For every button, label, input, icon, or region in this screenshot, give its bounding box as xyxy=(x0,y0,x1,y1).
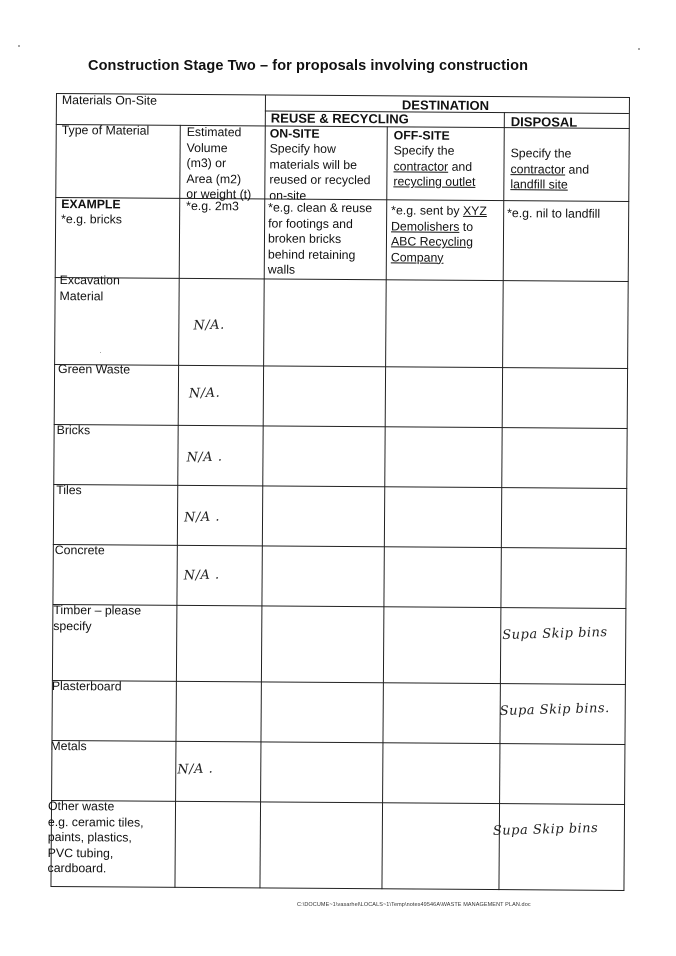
material-other-waste: Other waste e.g. ceramic tiles, paints, plastics, PVC tubing, cardboard. xyxy=(47,798,144,876)
destination-header: DESTINATION xyxy=(401,97,490,114)
disposal-plasterboard-handwritten: Supa Skip bins. xyxy=(499,700,610,720)
material-metals: Metals xyxy=(50,738,87,754)
example-offsite-to: to xyxy=(459,219,474,234)
volume-metals-handwritten: N/A . xyxy=(177,761,214,778)
volume-excavation-handwritten: N/A. xyxy=(193,317,225,334)
offsite-recycling-outlet-text: recycling outlet xyxy=(393,174,476,189)
reuse-recycling-header: REUSE & RECYCLING xyxy=(270,110,409,127)
row-rule xyxy=(54,424,628,429)
disposal-timber-handwritten: Supa Skip bins xyxy=(502,625,608,643)
table-border-right xyxy=(623,97,630,891)
material-plasterboard: Plasterboard xyxy=(51,678,122,694)
volume-concrete-handwritten: N/A . xyxy=(183,567,220,584)
volume-bricks-handwritten: N/A . xyxy=(186,449,223,466)
scan-speck xyxy=(638,48,640,50)
material-timber: Timber – please specify xyxy=(53,602,142,633)
offsite-and-text: and xyxy=(448,159,473,174)
onsite-description: Specify how materials will be reused or recycled on-site xyxy=(269,141,371,203)
offsite-description xyxy=(393,143,475,190)
table-border-bottom xyxy=(50,886,624,891)
scan-speck xyxy=(100,352,101,353)
example-offsite-company: Company xyxy=(390,249,444,265)
disposal-landfill-site-text: landfill site xyxy=(510,177,568,192)
type-of-material-header: Type of Material xyxy=(61,123,150,138)
example-offsite-xyz: XYZ xyxy=(462,203,487,219)
document-file-path: C:\DOCUME~1\vasarhel\LOCALS~1\Temp\notes49546A\WASTE MANAGEMENT PLAN.doc xyxy=(297,902,531,908)
waste-management-table xyxy=(47,93,630,891)
material-bricks: Bricks xyxy=(56,423,91,438)
volume-green-waste-handwritten: N/A. xyxy=(188,385,221,402)
row-rule xyxy=(52,680,626,685)
example-label: EXAMPLE xyxy=(61,197,121,212)
disposal-desc-line-2 xyxy=(510,162,589,178)
example-offsite-line-2 xyxy=(391,219,487,235)
row-rule xyxy=(54,364,628,369)
example-material: *e.g. bricks xyxy=(61,212,122,227)
offsite-desc-line-2 xyxy=(393,159,475,175)
material-green-waste: Green Waste xyxy=(58,362,131,377)
header-divider-offsite xyxy=(381,126,387,889)
disposal-desc-line-1: Specify the xyxy=(510,146,572,161)
header-divider-destination xyxy=(259,94,266,888)
row-rule xyxy=(53,544,627,549)
scan-speck xyxy=(18,45,20,47)
disposal-other-waste-handwritten: Supa Skip bins xyxy=(492,820,599,839)
material-tiles: Tiles xyxy=(56,483,82,498)
offsite-contractor-text: contractor xyxy=(393,158,449,174)
onsite-header: ON-SITE xyxy=(269,126,320,141)
example-offsite-abc-recycling: ABC Recycling xyxy=(390,234,474,249)
example-offsite-line-1 xyxy=(391,203,487,219)
materials-onsite-header: Materials On-Site xyxy=(61,93,157,108)
material-concrete: Concrete xyxy=(54,543,105,558)
example-volume: *e.g. 2m3 xyxy=(186,198,239,214)
volume-tiles-handwritten: N/A . xyxy=(183,509,221,526)
disposal-description xyxy=(510,146,589,193)
offsite-desc-line-1: Specify the xyxy=(393,143,455,158)
material-excavation: Excavation Material xyxy=(59,273,120,303)
document-title: Construction Stage Two – for proposals involving construction xyxy=(88,58,529,74)
disposal-and-text: and xyxy=(565,162,590,177)
example-disposal: *e.g. nil to landfill xyxy=(507,206,601,221)
offsite-header: OFF-SITE xyxy=(393,128,450,143)
example-offsite-demolishers: Demolishers xyxy=(391,218,460,234)
example-offsite xyxy=(391,203,487,266)
row-rule xyxy=(53,484,627,489)
disposal-contractor-text: contractor xyxy=(510,161,566,177)
estimated-volume-header: Estimated Volume (m3) or Area (m2) or weight (t) xyxy=(186,124,252,202)
row-rule xyxy=(51,740,625,745)
example-offsite-sent-by: *e.g. sent by xyxy=(391,203,464,218)
disposal-header: DISPOSAL xyxy=(510,114,578,130)
example-onsite: *e.g. clean & reuse for footings and broken bricks behind retaining walls xyxy=(267,200,373,277)
header-divider-disposal xyxy=(498,112,504,890)
